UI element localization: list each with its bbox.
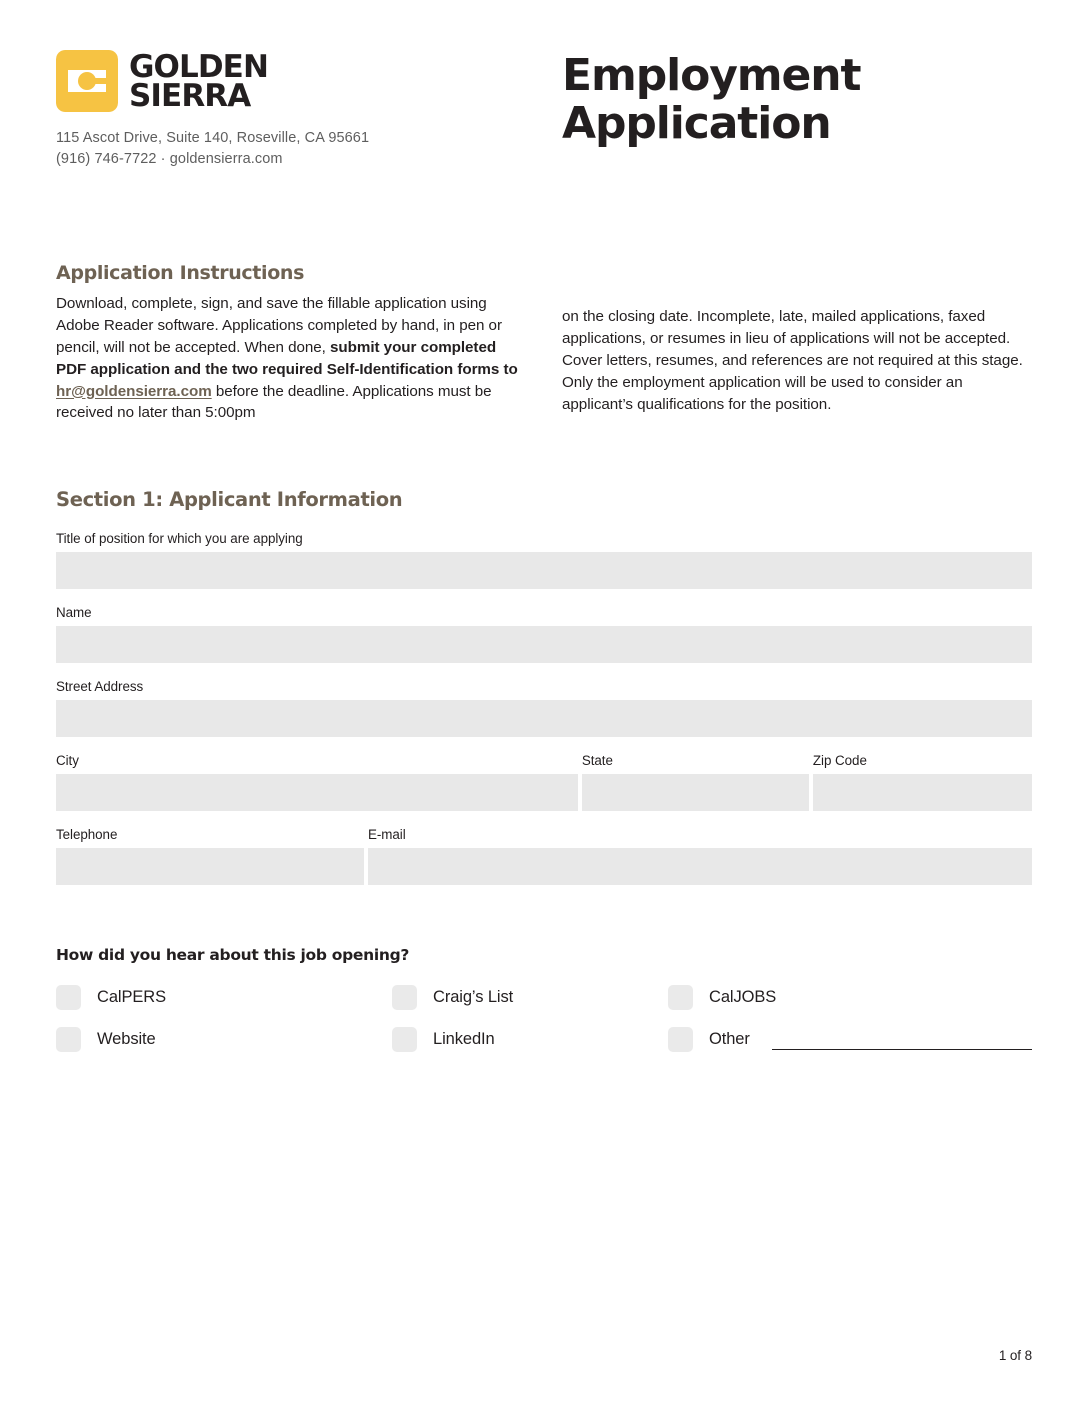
input-name[interactable] (56, 626, 1032, 663)
page-title (562, 52, 1032, 147)
checkbox-other[interactable] (668, 1027, 693, 1052)
checkbox-caljobs[interactable] (668, 985, 693, 1010)
application-instructions (56, 262, 1032, 424)
checkbox-label-linkedin: LinkedIn (433, 1029, 495, 1048)
field-row-name (56, 605, 1032, 663)
checkbox-label-caljobs: CalJOBS (709, 987, 777, 1006)
checkbox-calpers[interactable] (56, 985, 81, 1010)
field-group-zip (813, 753, 1032, 811)
page-title-line-2: Application (562, 97, 831, 149)
label-name: Name (56, 605, 92, 621)
checkbox-item-caljobs[interactable] (668, 982, 1032, 1012)
checkbox-label-website: Website (97, 1029, 156, 1048)
checkbox-craigs-list[interactable] (392, 985, 417, 1010)
label-telephone: Telephone (56, 827, 118, 843)
section-applicant-information (56, 488, 1032, 885)
checkbox-linkedin[interactable] (392, 1027, 417, 1052)
label-street-address: Street Address (56, 679, 144, 695)
instructions-text-part-1: Download, complete, sign, and save the fillable application using Adobe Reader software. Applications completed by hand, in pen or pencil, will not be accepted. When done, (56, 295, 502, 356)
input-city[interactable] (56, 774, 578, 811)
page-header (56, 50, 1032, 170)
field-row-position-title (56, 531, 1032, 589)
checkbox-item-craigs-list[interactable] (392, 982, 668, 1012)
address-line-1: 115 Ascot Drive, Suite 140, Roseville, CA 95661 (56, 130, 370, 146)
field-row-telephone-email (56, 827, 1032, 885)
instructions-left-column (56, 293, 526, 424)
checkbox-item-other[interactable] (668, 1024, 1032, 1054)
golden-sierra-logo-mark (56, 50, 118, 112)
checkbox-label-other: Other (709, 1029, 750, 1048)
page-indicator: 1 of 8 (998, 1348, 1032, 1363)
label-state: State (581, 753, 613, 769)
wordmark-line-1: GOLDEN (129, 48, 269, 85)
input-email[interactable] (368, 848, 1032, 885)
checkbox-label-craigs-list: Craig’s List (433, 987, 514, 1006)
hr-email-link[interactable]: hr@goldensierra.com (56, 382, 212, 400)
field-group-telephone (56, 827, 364, 885)
hear-about-question: How did you hear about this job opening? (56, 946, 410, 964)
label-email: E-mail (368, 827, 406, 843)
checkbox-item-website[interactable] (56, 1024, 392, 1054)
checkbox-label-calpers: CalPERS (97, 987, 166, 1006)
field-group-state (582, 753, 809, 811)
input-state[interactable] (582, 774, 809, 811)
wordmark-line-2: SIERRA (129, 77, 251, 114)
field-row-city-state-zip (56, 753, 1032, 811)
checkbox-item-calpers[interactable] (56, 982, 392, 1012)
section1-heading: Section 1: Applicant Information (56, 488, 403, 511)
label-zip-code: Zip Code (812, 753, 867, 769)
logo-row (56, 50, 526, 112)
instructions-text-bold: submit your completed PDF application and the two required Self-Identification forms to (56, 338, 518, 378)
instructions-text-part-2: before the deadline. Applications must be received no later than 5:00pm (56, 382, 492, 422)
page-title-line-1: Employment (562, 50, 861, 101)
instructions-right-column: on the closing date. Incomplete, late, mailed applications, faxed applications, or resumes in lieu of applications will not be accepted. Cover letters, resumes, and references are not required at this stage. Only the employment application will be used to consider an applicant’s qualifications for the position. (562, 308, 1023, 413)
instructions-heading: Application Instructions (56, 262, 305, 284)
hear-about-section (56, 946, 1032, 1054)
input-zip-code[interactable] (813, 774, 1032, 811)
brand-block (56, 50, 526, 170)
input-other-write-in[interactable] (772, 1028, 1032, 1050)
field-group-email (368, 827, 1032, 885)
hear-about-options (56, 982, 1032, 1054)
address-line-2: (916) 746-7722 · goldensierra.com (56, 151, 283, 168)
checkbox-item-linkedin[interactable] (392, 1024, 668, 1054)
field-group-city (56, 753, 578, 811)
logo-wordmark (129, 48, 269, 114)
field-row-street-address (56, 679, 1032, 737)
input-street-address[interactable] (56, 700, 1032, 737)
label-position-title: Title of position for which you are applying (56, 531, 303, 546)
input-position-title[interactable] (56, 552, 1032, 589)
org-address (56, 128, 526, 170)
page-footer (56, 1348, 1032, 1363)
instructions-columns (56, 293, 1032, 424)
input-telephone[interactable] (56, 848, 364, 885)
checkbox-website[interactable] (56, 1027, 81, 1052)
label-city: City (56, 753, 79, 769)
